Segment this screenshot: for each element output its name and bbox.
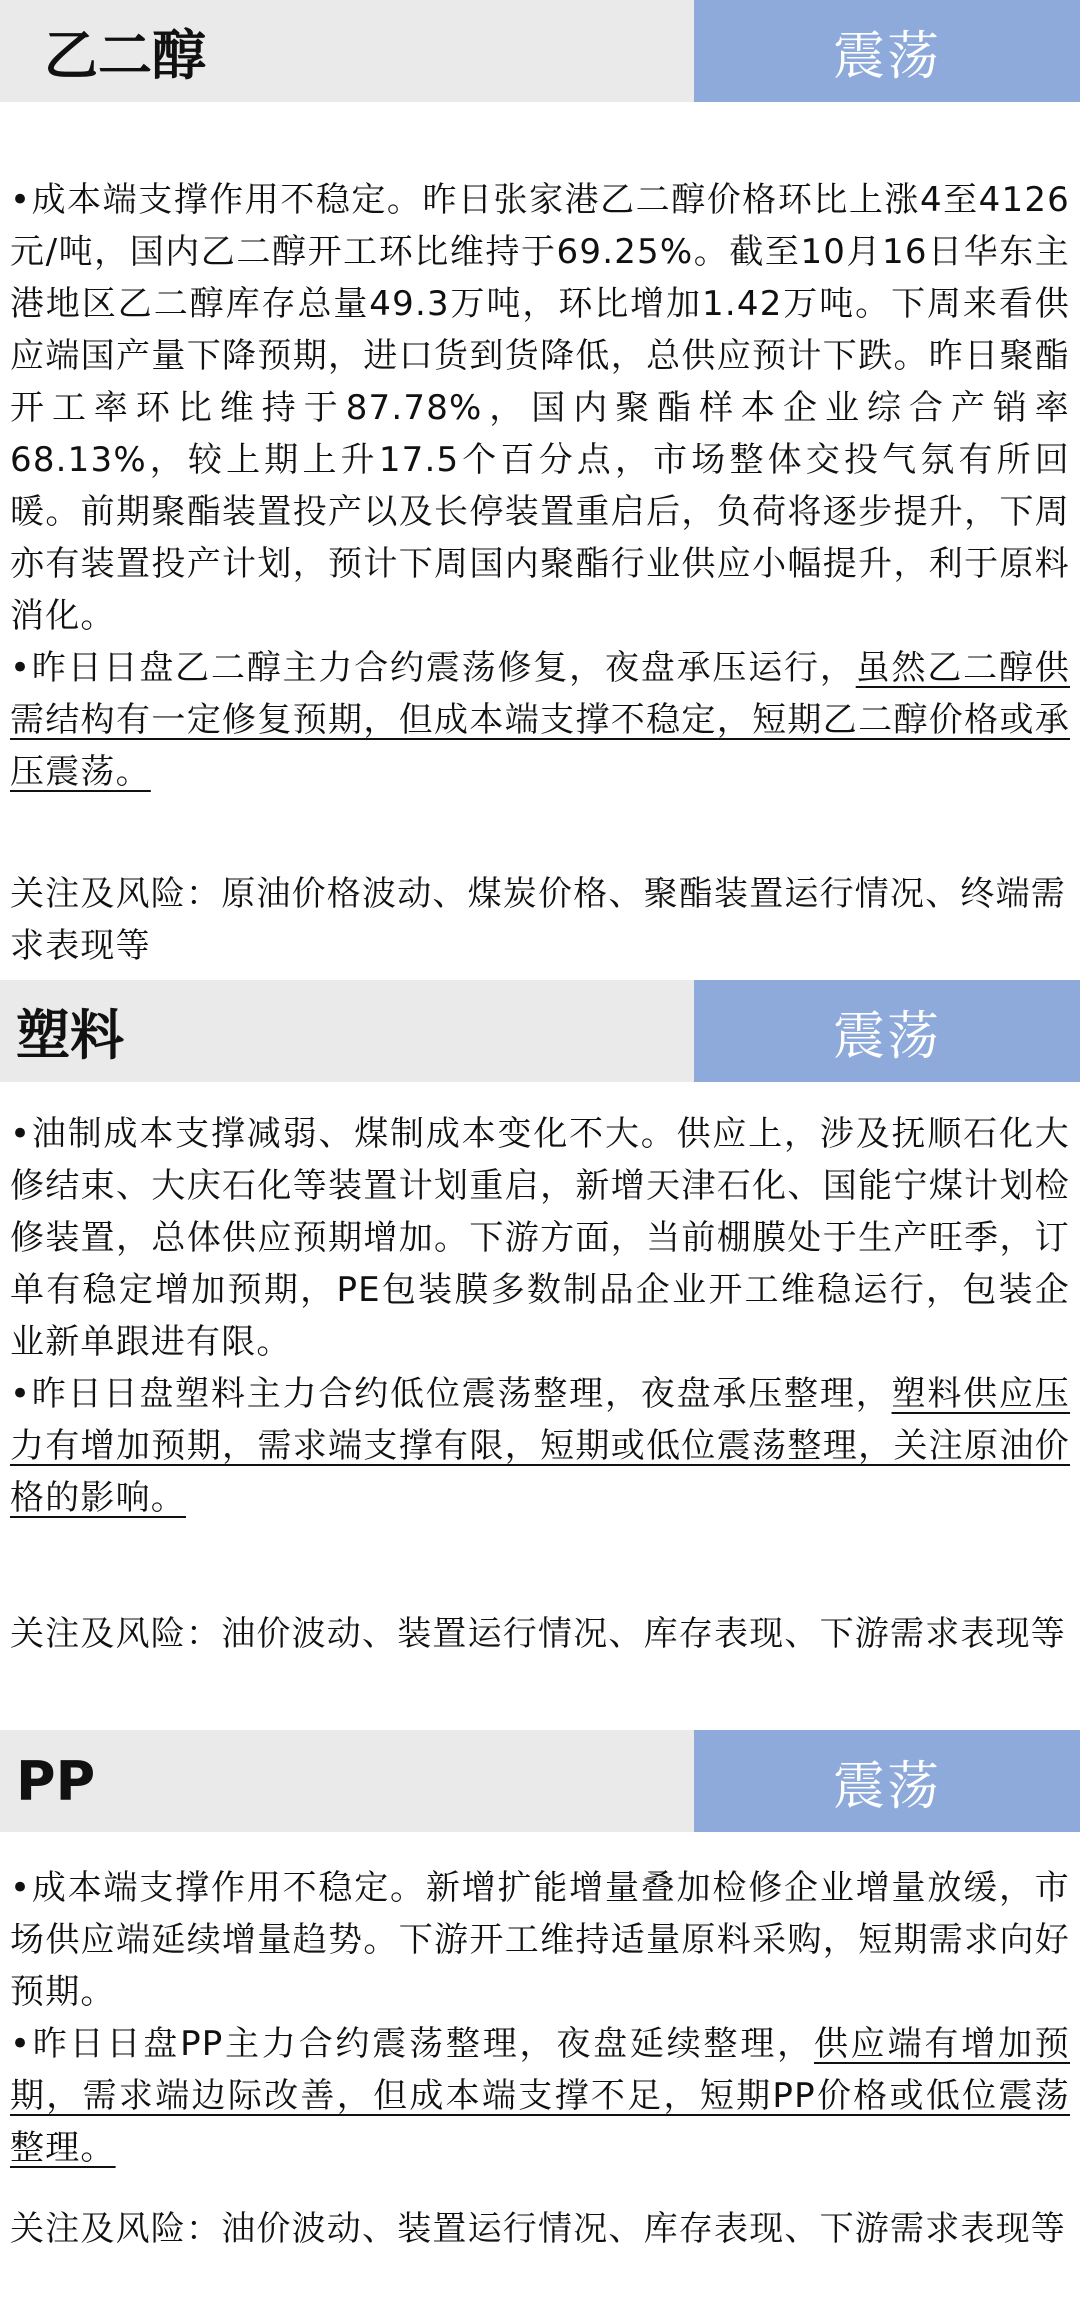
- section-header: [0, 1730, 1080, 1832]
- bullet-text: •昨日日盘PP主力合约震荡整理，夜盘延续整理，: [10, 2024, 814, 2064]
- trend-badge: 震荡: [694, 0, 1080, 102]
- risk-note: 关注及风险：油价波动、装置运行情况、库存表现、下游需求表现等: [10, 2209, 1066, 2249]
- trend-badge: 震荡: [694, 980, 1080, 1082]
- bullet-text: •昨日日盘塑料主力合约低位震荡整理，夜盘承压整理，: [10, 1374, 892, 1414]
- section-header: [0, 0, 1080, 102]
- section-pp: [0, 1730, 1080, 2319]
- trend-badge: 震荡: [694, 1730, 1080, 1832]
- section-ethylene-glycol: [0, 0, 1080, 980]
- section-title: 塑料: [0, 980, 694, 1082]
- analysis-paragraph: [10, 1108, 1070, 1524]
- bullet-text: •成本端支撑作用不稳定。昨日张家港乙二醇价格环比上涨4至4126元/吨，国内乙二醇开工环比维持于69.25%。截至10月16日华东主港地区乙二醇库存总量49.3万吨，环比增加1.42万吨。下周来看供应端国产量下降预期，进口货到货降低，总供应预计下跌。昨日聚酯开工率环比维持于87.78%，国内聚酯样本企业综合产销率68.13%，较上期上升17.5个百分点，市场整体交投气氛有所回暖。前期聚酯装置投产以及长停装置重启后，负荷将逐步提升，下周亦有装置投产计划，预计下周国内聚酯行业供应小幅提升，利于原料消化。: [10, 180, 1070, 636]
- underlined-conclusion: 虽然乙二醇供需结构有一定修复预期，但成本端支撑不稳定，短期乙二醇价格或承压震荡。: [10, 648, 1070, 792]
- section-plastic: [0, 980, 1080, 1730]
- analysis-paragraph: [10, 1862, 1070, 2174]
- underlined-conclusion: 供应端有增加预期，需求端边际改善，但成本端支撑不足，短期PP价格或低位震荡整理。: [10, 2024, 1070, 2168]
- section-title: PP: [0, 1730, 694, 1832]
- risk-note: 关注及风险：原油价格波动、煤炭价格、聚酯装置运行情况、终端需求表现等: [10, 874, 1066, 966]
- section-header: [0, 980, 1080, 1082]
- bullet-text: •成本端支撑作用不稳定。新增扩能增量叠加检修企业增量放缓，市场供应端延续增量趋势。下游开工维持适量原料采购，短期需求向好预期。: [10, 1868, 1070, 2012]
- risk-note: 关注及风险：油价波动、装置运行情况、库存表现、下游需求表现等: [10, 1614, 1066, 1654]
- analysis-paragraph: [10, 174, 1070, 798]
- bullet-text: •昨日日盘乙二醇主力合约震荡修复，夜盘承压运行，: [10, 648, 856, 688]
- bullet-text: •油制成本支撑减弱、煤制成本变化不大。供应上，涉及抚顺石化大修结束、大庆石化等装置计划重启，新增天津石化、国能宁煤计划检修装置，总体供应预期增加。下游方面，当前棚膜处于生产旺季，订单有稳定增加预期，PE包装膜多数制品企业开工维稳运行，包装企业新单跟进有限。: [10, 1114, 1070, 1362]
- underlined-conclusion: 塑料供应压力有增加预期，需求端支撑有限，短期或低位震荡整理，关注原油价格的影响。: [10, 1374, 1071, 1518]
- section-title: 乙二醇: [0, 0, 694, 102]
